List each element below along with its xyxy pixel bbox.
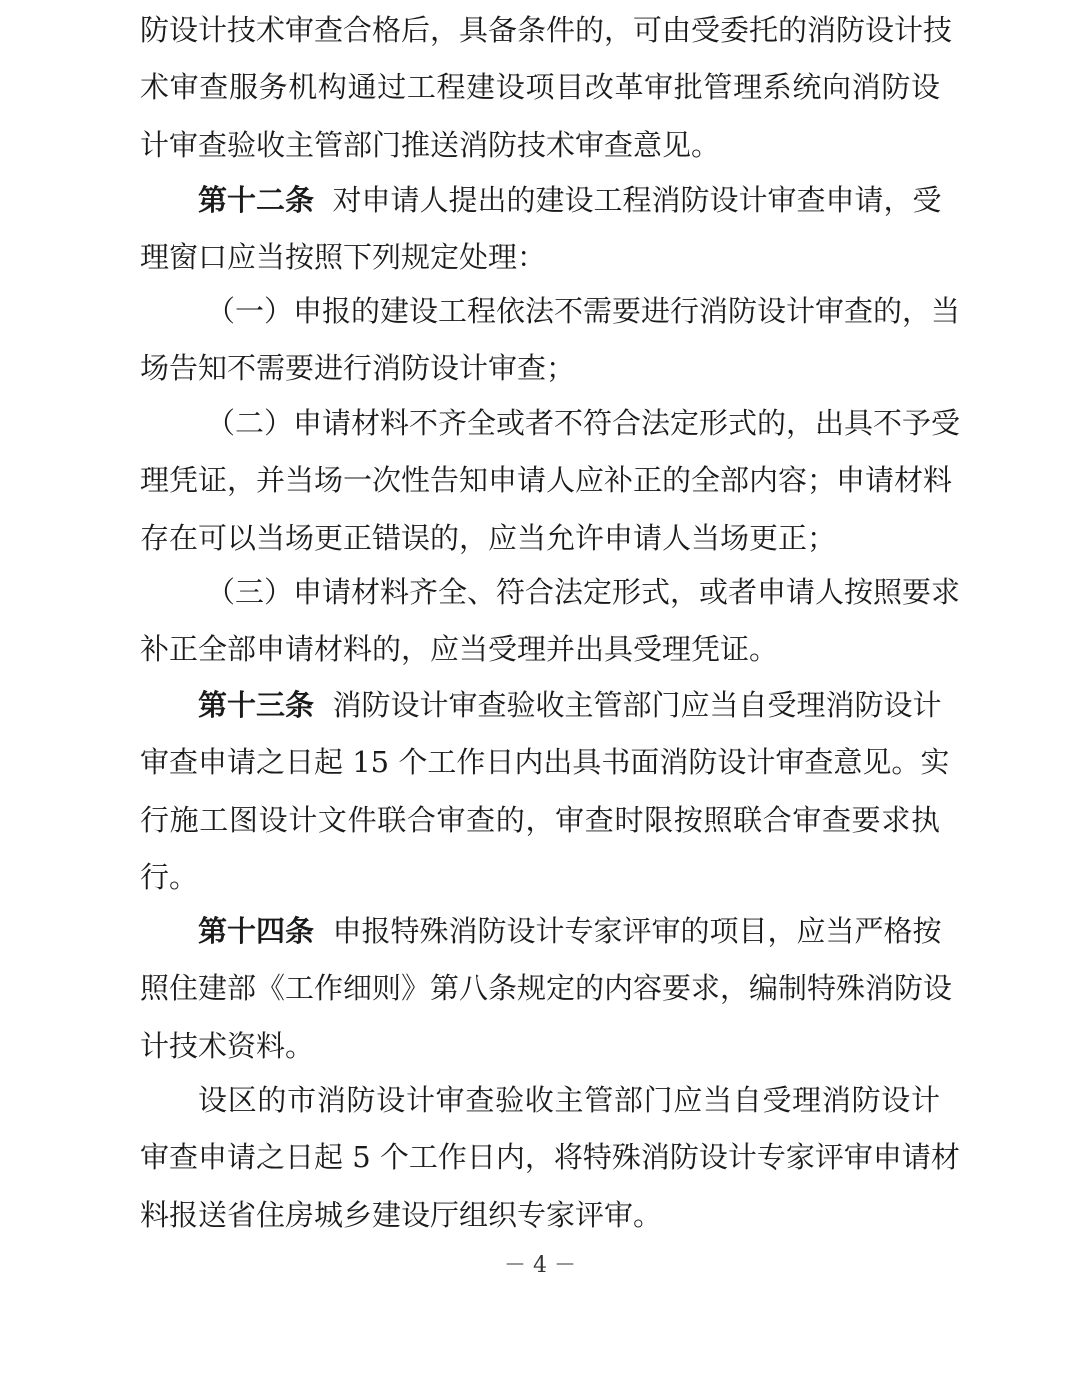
list-item-1	[140, 283, 961, 398]
text-line: 存在可以当场更正错误的，应当允许申请人当场更正；	[140, 520, 837, 555]
article-12	[140, 172, 940, 287]
item-first-line: （二）申请材料不齐全或者不符合法定形式的，出具不予受	[206, 406, 961, 440]
text-line: 补正全部申请材料的，应当受理并出具受理凭证。	[140, 632, 779, 667]
text-line: 术审查服务机构通过工程建设项目改革审批管理系统向消防设	[140, 70, 940, 105]
page-number: － 4 －	[504, 1253, 576, 1278]
paragraph-first-line: 设区的市消防设计审查验收主管部门应当自受理消防设计	[198, 1083, 940, 1117]
text-line: 计审查验收主管部门推送消防技术审查意见。	[140, 127, 721, 162]
article-number: 第十二条	[198, 183, 315, 217]
article-first-line	[140, 172, 940, 229]
text-line: 照住建部《工作细则》第八条规定的内容要求，编制特殊消防设	[140, 971, 953, 1006]
text-line: 场告知不需要进行消防设计审查；	[140, 351, 576, 386]
article-14	[140, 903, 953, 1075]
text-line: 行施工图设计文件联合审查的，审查时限按照联合审查要求执	[140, 802, 940, 837]
text-line: 审查申请之日起 15 个工作日内出具书面消防设计审查意见。实	[140, 745, 950, 780]
text-line: 料报送省住房城乡建设厅组织专家评审。	[140, 1197, 663, 1232]
text-line: 理凭证，并当场一次性告知申请人应补正的全部内容；申请材料	[140, 463, 953, 498]
article-text: 消防设计审查验收主管部门应当自受理消防设计	[332, 688, 942, 722]
list-item-2	[140, 395, 961, 567]
paragraph-continuation	[140, 2, 953, 174]
article-first-line	[140, 903, 940, 960]
article-text: 申报特殊消防设计专家评审的项目，应当严格按	[332, 914, 942, 948]
article-number: 第十三条	[198, 688, 315, 722]
article-number: 第十四条	[198, 914, 315, 948]
article-first-line	[140, 677, 940, 734]
text-line: 理窗口应当按照下列规定处理：	[140, 240, 547, 275]
list-item-3	[140, 564, 961, 679]
text-line: 行。	[140, 860, 199, 895]
text-line: 计技术资料。	[140, 1028, 315, 1063]
paragraph-expert-review	[140, 1072, 960, 1244]
text-line: 审查申请之日起 5 个工作日内，将特殊消防设计专家评审申请材	[140, 1140, 960, 1175]
text-line: 防设计技术审查合格后，具备条件的，可由受委托的消防设计技	[140, 13, 953, 47]
article-text: 对申请人提出的建设工程消防设计审查申请，受	[332, 183, 942, 217]
item-first-line: （一）申报的建设工程依法不需要进行消防设计审查的，当	[206, 294, 961, 328]
item-first-line: （三）申请材料齐全、符合法定形式，或者申请人按照要求	[206, 575, 961, 609]
article-13	[140, 677, 950, 907]
